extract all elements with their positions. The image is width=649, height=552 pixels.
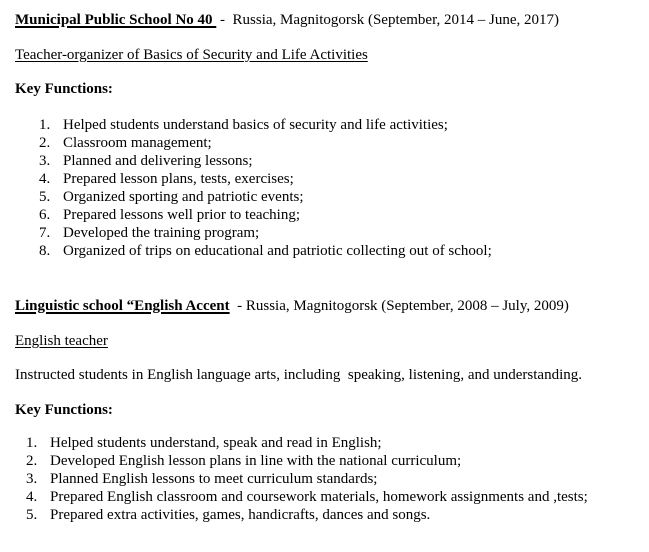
job-2-key-functions-label: Key Functions: bbox=[15, 402, 113, 418]
job-1-location-dates: - Russia, Magnitogorsk (September, 2014 – June, 2017) bbox=[216, 12, 559, 28]
job-1-employer: Municipal Public School No 40 bbox=[15, 12, 217, 28]
job-2-location-dates: - Russia, Magnitogorsk (September, 2008 – July, 2009) bbox=[229, 298, 569, 314]
job-2-position: English teacher bbox=[15, 333, 108, 349]
job-1-key-functions-label: Key Functions: bbox=[15, 81, 113, 97]
job-2-description: Instructed students in English language arts, including speaking, listening, and understanding. bbox=[15, 367, 582, 383]
job-2-employer: Linguistic school “English Accent bbox=[15, 298, 230, 314]
job-2-header bbox=[15, 297, 569, 315]
job-1-header bbox=[15, 11, 559, 29]
job-1-position: Teacher-organizer of Basics of Security and Life Activities bbox=[15, 47, 368, 63]
